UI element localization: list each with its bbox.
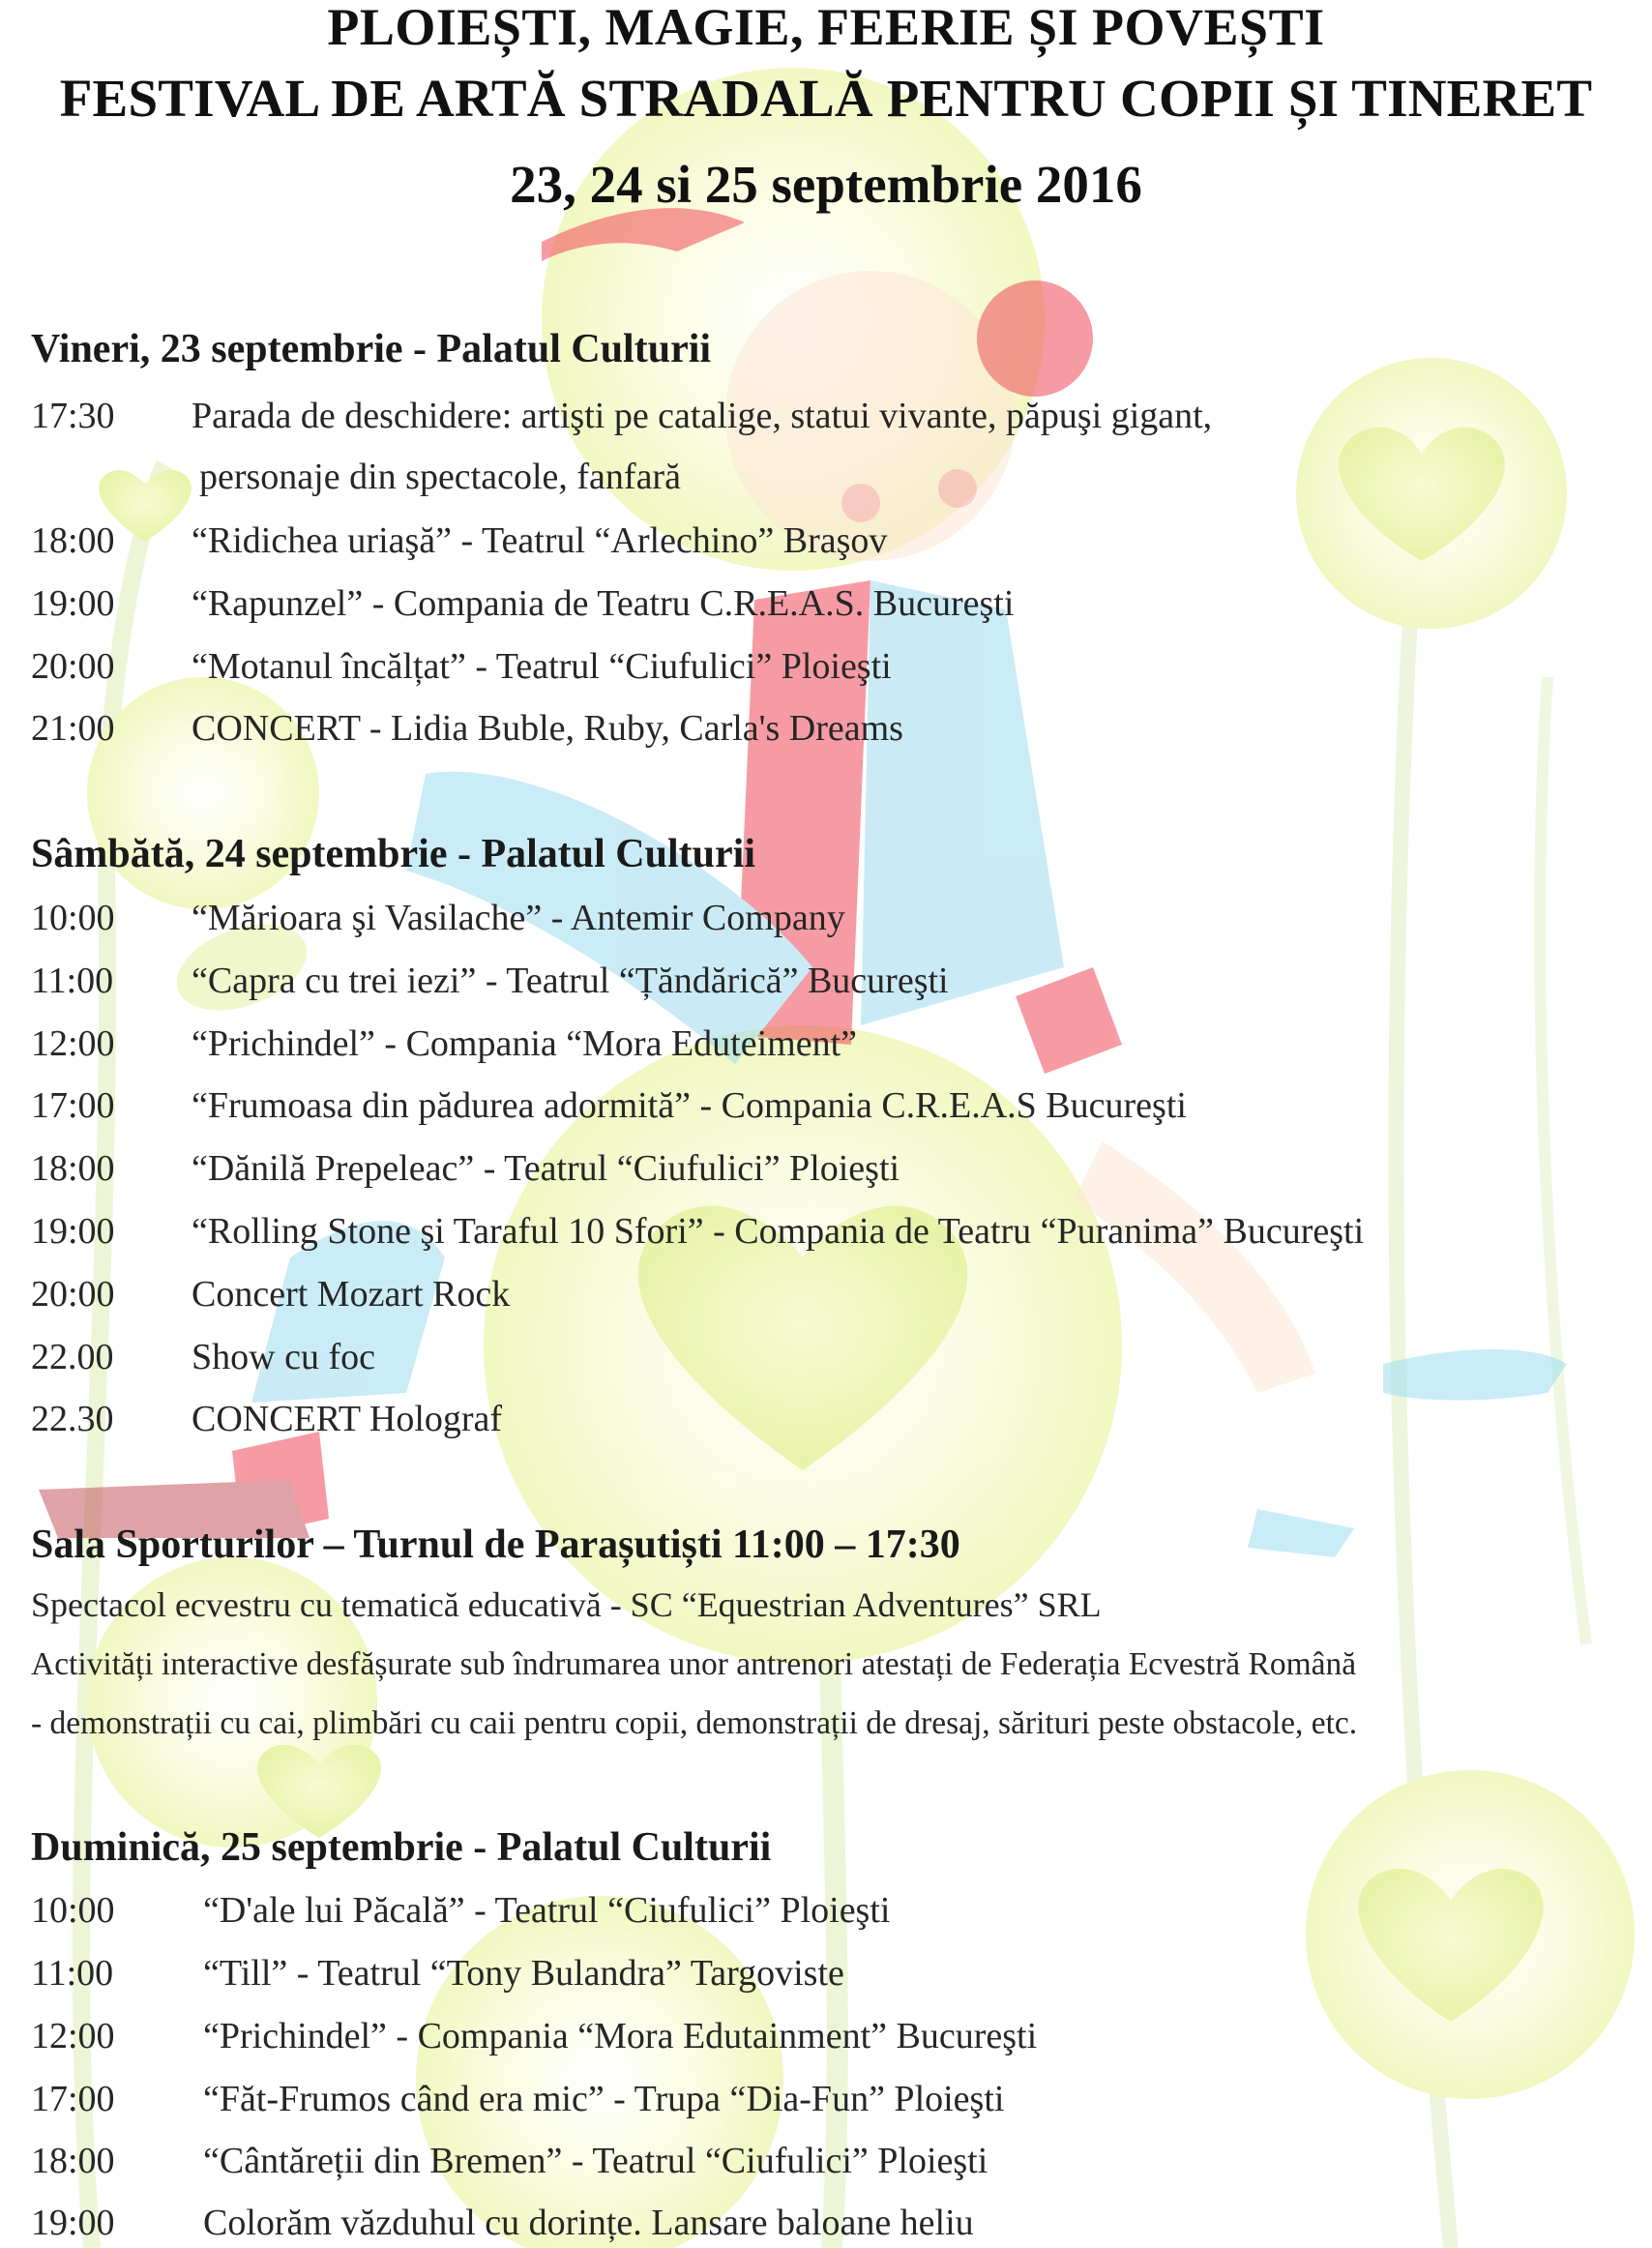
event-description: “Prichindel” - Compania “Mora Edutainment” Bucureşti [203, 2016, 1038, 2056]
event-time: 21:00 [31, 708, 115, 749]
day2-location: Palatul Culturii [481, 832, 755, 876]
event-description: “Cântăreții din Bremen” - Teatrul “Ciufulici” Ploieşti [203, 2141, 988, 2181]
event-time: 20:00 [31, 646, 115, 687]
event-description: CONCERT Holograf [192, 1399, 503, 1439]
day1-location: Palatul Culturii [436, 327, 712, 371]
event-time: 11:00 [31, 1953, 114, 1994]
day2-separator: - [447, 832, 482, 876]
festival-dates: 23, 24 si 25 septembrie 2016 [510, 155, 1142, 214]
day1-date: Vineri, 23 septembrie [31, 327, 403, 371]
event-time: 19:00 [31, 2203, 115, 2243]
event-description: “Motanul încălțat” - Teatrul “Ciufulici” Ploieşti [192, 646, 892, 687]
event-description: Concert Mozart Rock [192, 1274, 511, 1315]
event-time: 10:00 [31, 898, 115, 938]
event-time: 22.30 [31, 1399, 114, 1439]
event-description: CONCERT - Lidia Buble, Ruby, Carla's Dreams [192, 708, 903, 749]
sala-activities: Activități interactive desfășurate sub îndrumarea unor antrenori atestați de Federația Ecvestră Română [31, 1646, 1357, 1682]
event-time: 18:00 [31, 1148, 115, 1189]
event-description: Parada de deschidere: artişti pe catalige, statui vivante, păpuşi gigant, [192, 396, 1213, 436]
event-description: Colorăm văzduhul cu dorințe. Lansare baloane heliu [203, 2203, 974, 2243]
event-description: “D'ale lui Păcală” - Teatrul “Ciufulici” Ploieşti [203, 1890, 891, 1931]
day3-heading: Duminică, 25 septembrie - Palatul Culturii [31, 1825, 772, 1870]
sala-description: Spectacol ecvestru cu tematică educativă - SC “Equestrian Adventures” SRL [31, 1585, 1102, 1624]
event-time: 18:00 [31, 520, 115, 561]
event-time: 17:30 [31, 396, 115, 436]
event-description: “Ridichea uriaşă” - Teatrul “Arlechino” Braşov [192, 520, 888, 561]
event-description: “Till” - Teatrul “Tony Bulandra” Targoviste [203, 1953, 844, 1994]
event-time: 19:00 [31, 1211, 115, 1252]
event-time: 10:00 [31, 1890, 115, 1931]
event-time: 12:00 [31, 2016, 115, 2056]
event-time: 17:00 [31, 1085, 115, 1126]
event-time: 18:00 [31, 2141, 115, 2181]
event-description: “Făt-Frumos când era mic” - Trupa “Dia-Fun” Ploieşti [203, 2079, 1005, 2119]
event-description: “Dănilă Prepeleac” - Teatrul “Ciufulici” Ploieşti [192, 1148, 900, 1189]
event-description: Show cu foc [192, 1337, 375, 1377]
festival-title: PLOIEȘTI, MAGIE, FEERIE ȘI POVEȘTI [327, 0, 1325, 56]
event-time: 22.00 [31, 1337, 114, 1377]
sala-heading: Sala Sporturilor – Turnul de Parașutiști 11:00 – 17:30 [31, 1523, 960, 1567]
event-time: 11:00 [31, 961, 114, 1001]
event-time: 19:00 [31, 583, 115, 624]
event-description: “Frumoasa din pădurea adormită” - Compania C.R.E.A.S Bucureşti [192, 1085, 1187, 1126]
day2-date: Sâmbătă, 24 septembrie [31, 832, 448, 876]
event-time: 20:00 [31, 1274, 115, 1315]
day1-separator: - [402, 327, 437, 371]
event-description: “Rolling Stone şi Taraful 10 Sfori” - Compania de Teatru “Puranima” Bucureşti [192, 1211, 1365, 1252]
event-description: “Mărioara şi Vasilache” - Antemir Company [192, 898, 845, 938]
day1-heading [31, 325, 711, 373]
event-time: 17:00 [31, 2079, 115, 2119]
festival-subtitle: FESTIVAL DE ARTĂ STRADALĂ PENTRU COPII ȘI TINERET [59, 69, 1593, 128]
event-description: “Prichindel” - Compania “Mora Eduteiment” [192, 1023, 857, 1064]
event-time: 12:00 [31, 1023, 115, 1064]
event-description: “Capra cu trei iezi” - Teatrul “Țăndărică” Bucureşti [192, 961, 949, 1001]
sala-activities-continued: - demonstrații cu cai, plimbări cu caii pentru copii, demonstrații de dresaj, sărituri peste obstacole, etc. [31, 1705, 1358, 1741]
day2-heading [31, 830, 755, 878]
event-description: “Rapunzel” - Compania de Teatru C.R.E.A.S. Bucureşti [192, 583, 1015, 624]
event-description-continued: personaje din spectacole, fanfară [199, 457, 681, 497]
